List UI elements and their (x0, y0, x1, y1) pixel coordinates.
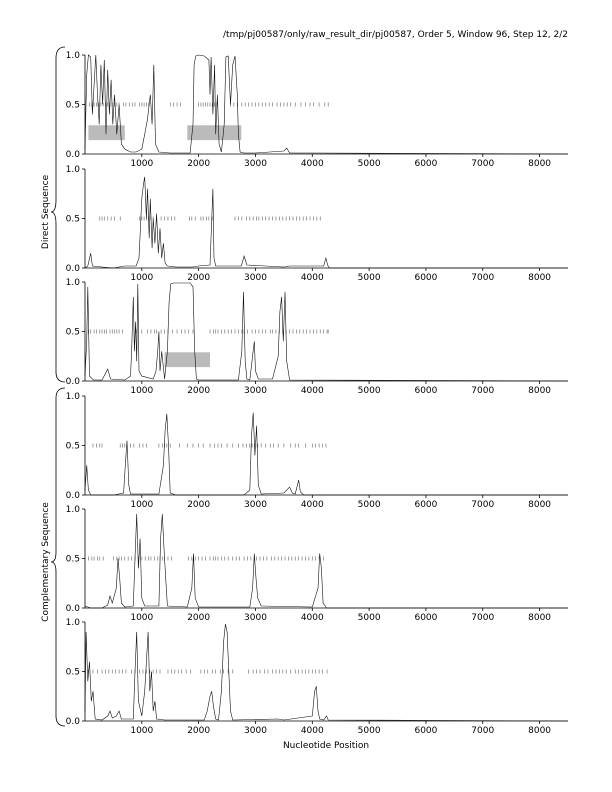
panel-1 (66, 51, 568, 169)
panel-4-x-tick-label-3: 3000 (244, 500, 267, 510)
panel-1-y-tick-label-1: 0.0 (65, 150, 80, 160)
panel-4-x-tick-label-4: 4000 (300, 500, 324, 510)
panel-6-x-tick-label-6: 6000 (414, 726, 438, 736)
panel-5-y-tick-label-2: 0.5 (65, 554, 80, 565)
panel-5-x-tick-label-2: 2000 (187, 613, 211, 623)
panel-3-y-tick-label-1: 0.0 (65, 377, 80, 387)
panels-group (66, 51, 568, 736)
complementary-brace (51, 388, 65, 726)
panel-6-x-tick-label-3: 3000 (244, 726, 267, 736)
panel-3-x-tick-label-8: 8000 (528, 386, 552, 396)
panel-4-x-tick-label-5: 5000 (357, 500, 381, 510)
panel-6-x-tick-label-4: 4000 (300, 726, 324, 736)
group-labels (41, 47, 65, 726)
direct-group-label: Direct Sequence (41, 174, 51, 250)
panel-5-x-tick-label-4: 4000 (300, 613, 324, 623)
panel-2-x-tick-label-2: 2000 (187, 273, 211, 283)
panel-1-block-1 (88, 125, 124, 140)
panel-6-y-tick-label-3: 1.0 (65, 618, 80, 628)
panel-5-series-line (85, 514, 568, 608)
panel-2-y-tick-label-2: 0.5 (65, 214, 80, 225)
panel-1-x-tick-label-3: 3000 (244, 159, 267, 169)
panel-1-x-tick-label-6: 6000 (414, 159, 438, 169)
panel-2-x-tick-label-8: 8000 (528, 273, 552, 283)
panel-2-x-tick-label-7: 7000 (471, 273, 495, 283)
panel-4 (66, 392, 568, 510)
panel-4-series-line (85, 413, 568, 495)
panel-3-x-tick-label-5: 5000 (357, 386, 381, 396)
panel-1-x-tick-label-8: 8000 (528, 159, 552, 169)
panel-1-y-tick-label-3: 1.0 (65, 51, 80, 61)
panel-2-x-tick-label-3: 3000 (244, 273, 267, 283)
panel-1-block-2 (187, 125, 241, 140)
panel-5-x-tick-label-3: 3000 (244, 613, 267, 623)
panel-5-y-tick-label-3: 1.0 (65, 505, 80, 515)
panel-4-x-tick-label-2: 2000 (187, 500, 211, 510)
panel-2-x-tick-label-6: 6000 (414, 273, 438, 283)
panel-2-x-tick-label-4: 4000 (300, 273, 324, 283)
panel-3-y-tick-label-2: 0.5 (65, 327, 80, 338)
panel-6-y-tick-label-2: 0.5 (65, 667, 80, 678)
panel-4-y-tick-label-2: 0.5 (65, 441, 80, 452)
panel-2-y-tick-label-1: 0.0 (65, 264, 80, 274)
panel-3-x-tick-label-4: 4000 (300, 386, 324, 396)
panel-1-y-tick-label-2: 0.5 (65, 100, 80, 111)
panel-1-x-tick-label-5: 5000 (357, 159, 381, 169)
panel-2 (66, 165, 568, 283)
panel-4-x-tick-label-1: 1000 (130, 500, 154, 510)
panel-5-x-tick-label-8: 8000 (528, 613, 552, 623)
panel-6-x-tick-label-8: 8000 (528, 726, 552, 736)
panel-3-block-1 (165, 352, 210, 367)
panel-1-x-tick-label-7: 7000 (471, 159, 495, 169)
panel-6-x-tick-label-2: 2000 (187, 726, 211, 736)
direct-brace (51, 47, 65, 382)
panel-1-series-line (85, 55, 568, 154)
panel-1-x-tick-label-4: 4000 (300, 159, 324, 169)
panel-4-x-tick-label-6: 6000 (414, 500, 438, 510)
panel-6-series-line (85, 624, 568, 721)
panel-3-x-tick-label-3: 3000 (244, 386, 267, 396)
panel-6-x-tick-label-7: 7000 (471, 726, 495, 736)
panel-5-y-tick-label-1: 0.0 (65, 604, 80, 614)
panel-3-x-tick-label-7: 7000 (471, 386, 495, 396)
panel-6-x-tick-label-5: 5000 (357, 726, 381, 736)
panel-6-y-tick-label-1: 0.0 (65, 717, 80, 727)
panel-5 (66, 505, 568, 623)
panel-2-series-line (85, 177, 568, 268)
panel-3-x-tick-label-6: 6000 (414, 386, 438, 396)
panel-3-x-tick-label-2: 2000 (187, 386, 211, 396)
panel-4-x-tick-label-7: 7000 (471, 500, 495, 510)
panel-1-x-tick-label-1: 1000 (130, 159, 154, 169)
panel-6-x-tick-label-1: 1000 (130, 726, 154, 736)
panel-4-y-tick-label-1: 0.0 (65, 491, 80, 501)
panel-4-y-tick-label-3: 1.0 (65, 392, 80, 402)
panel-5-x-tick-label-1: 1000 (130, 613, 154, 623)
header-title: /tmp/pj00587/only/raw_result_dir/pj00587, Order 5, Window 96, Step 12, 2/2 (223, 30, 568, 40)
x-axis-title: Nucleotide Position (282, 741, 370, 751)
panel-2-x-tick-label-1: 1000 (130, 273, 154, 283)
panel-3-x-tick-label-1: 1000 (130, 386, 154, 396)
panel-2-y-tick-label-3: 1.0 (65, 165, 80, 175)
complementary-group-label: Complementary Sequence (41, 502, 51, 622)
panel-3-series-line (85, 283, 568, 381)
panel-3 (66, 278, 568, 396)
panel-2-x-tick-label-5: 5000 (357, 273, 381, 283)
panel-3-y-tick-label-3: 1.0 (65, 278, 80, 288)
panel-6 (66, 618, 568, 736)
panel-1-x-tick-label-2: 2000 (187, 159, 211, 169)
panel-5-x-tick-label-5: 5000 (357, 613, 381, 623)
panel-4-x-tick-label-8: 8000 (528, 500, 552, 510)
panel-5-x-tick-label-7: 7000 (471, 613, 495, 623)
panel-5-x-tick-label-6: 6000 (414, 613, 438, 623)
